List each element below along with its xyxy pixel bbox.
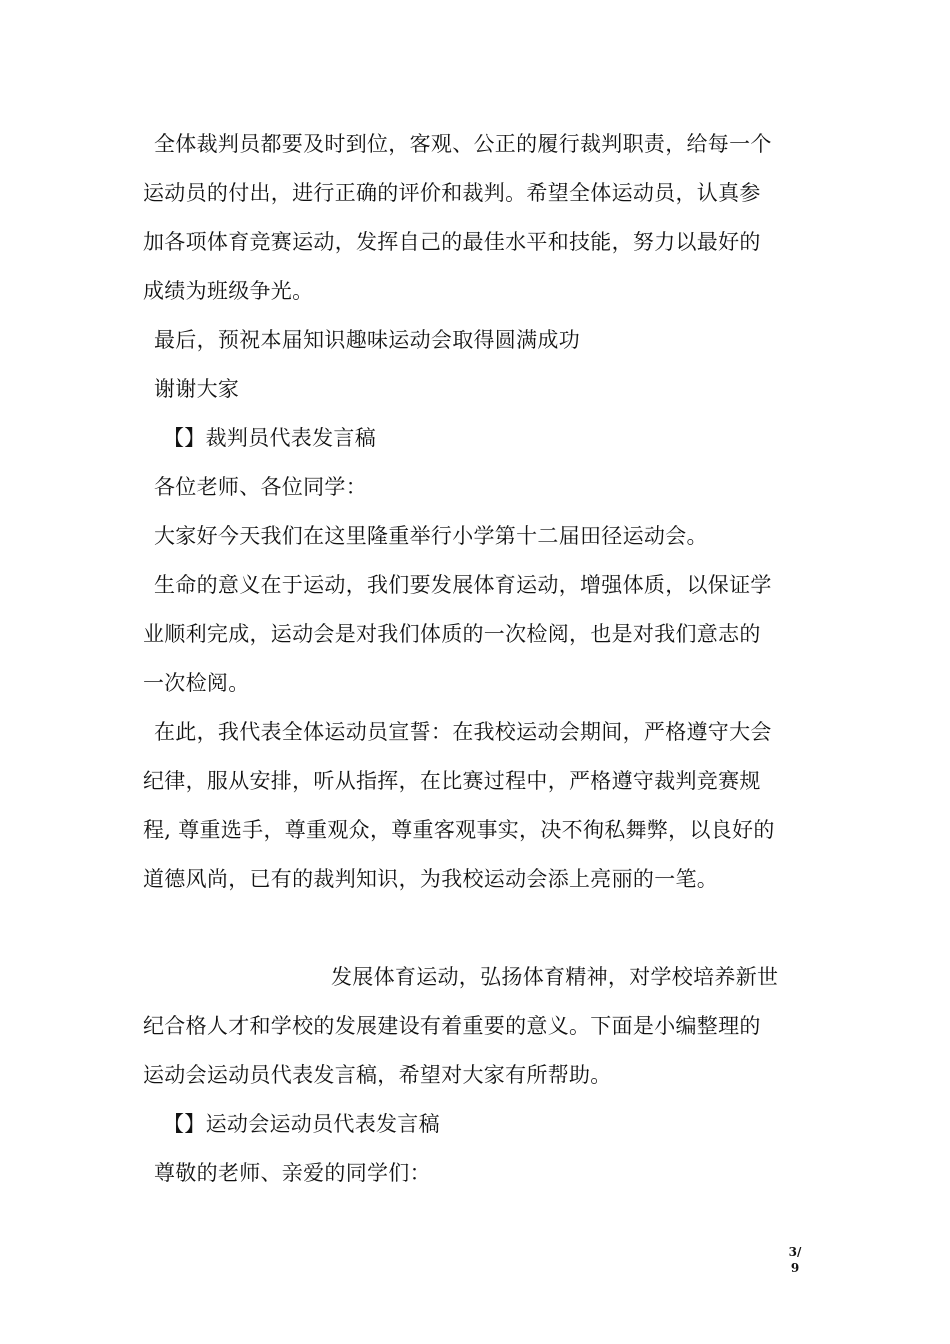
paragraph-line: 全体裁判员都要及时到位，客观、公正的履行裁判职责，给每一个: [154, 132, 772, 156]
paragraph-line: 发展体育运动，弘扬体育精神，对学校培养新世: [331, 965, 779, 989]
paragraph-line: 运动员的付出，进行正确的评价和裁判。希望全体运动员，认真参: [143, 181, 761, 205]
paragraph-line: 加各项体育竞赛运动，发挥自己的最佳水平和技能，努力以最好的: [143, 230, 761, 254]
paragraph-line: 纪律，服从安排，听从指挥，在比赛过程中，严格遵守裁判竞赛规: [143, 769, 761, 793]
paragraph-line: 道德风尚，已有的裁判知识，为我校运动会添上亮丽的一笔。: [143, 867, 719, 891]
page-number-current: 3/: [788, 1245, 802, 1259]
section-heading: 【】裁判员代表发言稿: [163, 426, 376, 450]
salutation-line: 各位老师、各位同学：: [154, 475, 367, 499]
document-body: [143, 120, 803, 1198]
paragraph-line: 运动会运动员代表发言稿，希望对大家有所帮助。: [143, 1063, 612, 1087]
paragraph-line: 谢谢大家: [154, 377, 240, 401]
section-heading: 【】运动会运动员代表发言稿: [163, 1112, 440, 1136]
paragraph-line: 纪合格人才和学校的发展建设有着重要的意义。下面是小编整理的: [143, 1014, 761, 1038]
page-number-total: 9: [790, 1261, 800, 1275]
page-number: [787, 1244, 803, 1276]
paragraph-line: 业顺利完成，运动会是对我们体质的一次检阅，也是对我们意志的: [143, 622, 761, 646]
paragraph-line: 一次检阅。: [143, 671, 250, 695]
paragraph-line: 最后，预祝本届知识趣味运动会取得圆满成功: [154, 328, 580, 352]
paragraph-line: 程, 尊重选手，尊重观众，尊重客观事实，决不徇私舞弊，以良好的: [143, 818, 775, 842]
salutation-line: 尊敬的老师、亲爱的同学们：: [154, 1161, 431, 1185]
paragraph-gap: [143, 904, 803, 953]
paragraph-line: 在此，我代表全体运动员宣誓：在我校运动会期间，严格遵守大会: [154, 720, 772, 744]
paragraph-line: 大家好今天我们在这里隆重举行小学第十二届田径运动会。: [154, 524, 708, 548]
paragraph-line: 成绩为班级争光。: [143, 279, 314, 303]
paragraph-line: 生命的意义在于运动，我们要发展体育运动，增强体质，以保证学: [154, 573, 772, 597]
